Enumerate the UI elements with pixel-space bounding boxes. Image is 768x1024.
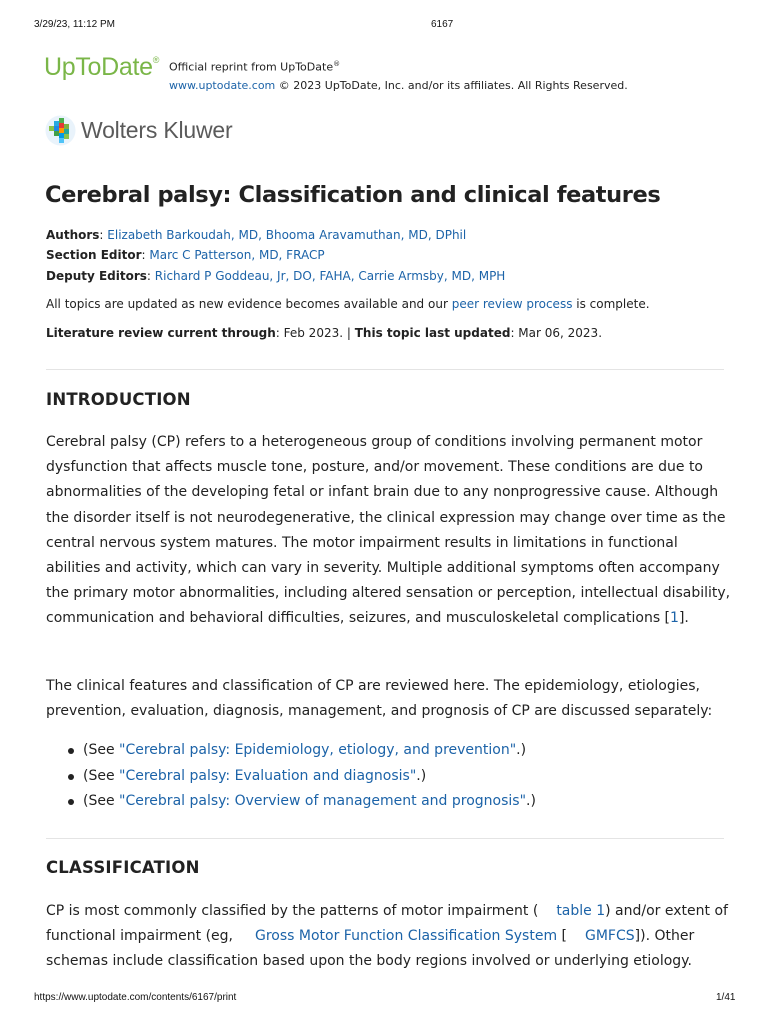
deputy-editors-links[interactable]: Richard P Goddeau, Jr, DO, FAHA, Carrie Armsby, MD, MPH <box>154 269 506 283</box>
section-editor-label: Section Editor <box>46 248 142 262</box>
see-prefix: (See <box>83 742 120 758</box>
classification-text: ) and/or extent of functional impairment (eg, <box>46 903 728 945</box>
see-suffix: .) <box>526 793 536 809</box>
print-datetime: 3/29/23, 11:12 PM <box>34 19 115 30</box>
wolters-kluwer-text: Wolters Kluwer <box>81 116 233 143</box>
list-item <box>68 764 536 790</box>
registered-mark: ® <box>333 60 341 68</box>
update-note-text: All topics are updated as new evidence becomes available and our <box>46 297 448 311</box>
overview-paragraph: The clinical features and classification of CP are reviewed here. The epidemiology, etiologies, prevention, evaluation, diagnosis, management, and prognosis of CP are discussed separately: <box>46 678 713 720</box>
section-divider <box>46 369 724 370</box>
peer-review-link[interactable]: peer review process <box>451 297 573 311</box>
update-note-tail: is complete. <box>576 297 650 311</box>
bullet-icon <box>68 748 74 754</box>
introduction-text: Cerebral palsy (CP) refers to a heterogeneous group of conditions involving permanent motor dysfunction that affects muscle tone, posture, and/or movement. These conditions are due to abnormalities of the developing fetal or infant brain due to any nonprogressive cause. Although the disorder itself is not neurodegenerative, the clinical expression may change over time as the central nervous system matures. The motor impairment results in limitations in functional abilities and activity, which can vary in severity. Multiple additional symptoms often accompany the primary motor abnormalities, including altered sensation or perception, intellectual disability, communication and behavioral difficulties, seizures, and musculoskeletal complications [ <box>46 434 731 627</box>
registered-mark: ® <box>152 55 160 65</box>
wolters-kluwer-mark-icon <box>45 115 76 146</box>
authors-label: Authors <box>46 228 100 242</box>
evaluation-topic-link[interactable]: "Cerebral palsy: Evaluation and diagnosis" <box>119 767 417 784</box>
classification-paragraph <box>46 899 736 975</box>
copyright-text: © 2023 UpToDate, Inc. and/or its affiliates. All Rights Reserved. <box>278 78 628 92</box>
see-also-list <box>68 738 536 815</box>
section-divider <box>46 838 724 839</box>
reference-link[interactable]: 1 <box>670 610 679 627</box>
page-number: 1/41 <box>716 992 736 1003</box>
introduction-paragraph <box>46 430 736 632</box>
bullet-icon <box>68 774 74 780</box>
list-item <box>68 738 536 764</box>
review-dates <box>46 325 602 341</box>
section-editor-line: Section Editor: Marc C Patterson, MD, FRACP <box>46 248 325 262</box>
see-suffix: .) <box>416 767 427 784</box>
wolters-kluwer-logo <box>45 114 232 146</box>
see-prefix: (See <box>83 793 120 809</box>
section-editor-link[interactable]: Marc C Patterson, MD, FRACP <box>149 248 325 262</box>
epidemiology-topic-link[interactable]: "Cerebral palsy: Epidemiology, etiology, and prevention" <box>119 742 517 758</box>
authors-links[interactable]: Elizabeth Barkoudah, MD, Bhooma Aravamuthan, MD, DPhil <box>107 228 467 242</box>
deputy-editors-label: Deputy Editors <box>46 269 147 283</box>
classification-text: CP is most commonly classified by the patterns of motor impairment ( <box>46 903 539 919</box>
article-title: Cerebral palsy: Classification and clinical features <box>45 182 661 208</box>
print-doc-id: 6167 <box>431 19 454 30</box>
gmfcs-full-link[interactable]: Gross Motor Function Classification System <box>254 928 558 945</box>
lit-review-label: Literature review current through <box>46 326 276 340</box>
classification-text: [ <box>561 928 567 945</box>
bullet-icon <box>68 799 74 805</box>
classification-heading: CLASSIFICATION <box>46 858 200 877</box>
last-updated-value: : Mar 06, 2023. <box>510 326 603 340</box>
print-url: https://www.uptodate.com/contents/6167/print <box>34 992 237 1003</box>
list-item <box>68 789 536 815</box>
authors-line: Authors: Elizabeth Barkoudah, MD, Bhooma Aravamuthan, MD, DPhil <box>46 228 467 242</box>
gmfcs-link[interactable]: GMFCS <box>585 928 635 945</box>
update-note <box>46 296 650 312</box>
uptodate-logo <box>44 53 159 82</box>
uptodate-logo-text: UpToDate <box>44 53 153 81</box>
see-prefix: (See <box>83 767 120 784</box>
table-1-link[interactable]: table 1 <box>556 903 606 919</box>
see-suffix: .) <box>516 742 527 758</box>
reference-close: ]. <box>678 610 689 627</box>
management-topic-link[interactable]: "Cerebral palsy: Overview of management and prognosis" <box>119 793 527 809</box>
deputy-editors-line: Deputy Editors: Richard P Goddeau, Jr, DO, FAHA, Carrie Armsby, MD, MPH <box>46 269 506 283</box>
uptodate-site-link[interactable]: www.uptodate.com <box>169 78 276 92</box>
classification-text: ]). Other schemas include classification based upon the body regions involved or underlying etiology. <box>46 928 695 970</box>
reprint-line1: Official reprint from UpToDate <box>169 60 334 74</box>
introduction-heading: INTRODUCTION <box>46 390 191 409</box>
lit-review-value: : Feb 2023. | <box>275 326 351 340</box>
reprint-notice <box>169 55 628 95</box>
last-updated-label: This topic last updated <box>354 326 511 340</box>
